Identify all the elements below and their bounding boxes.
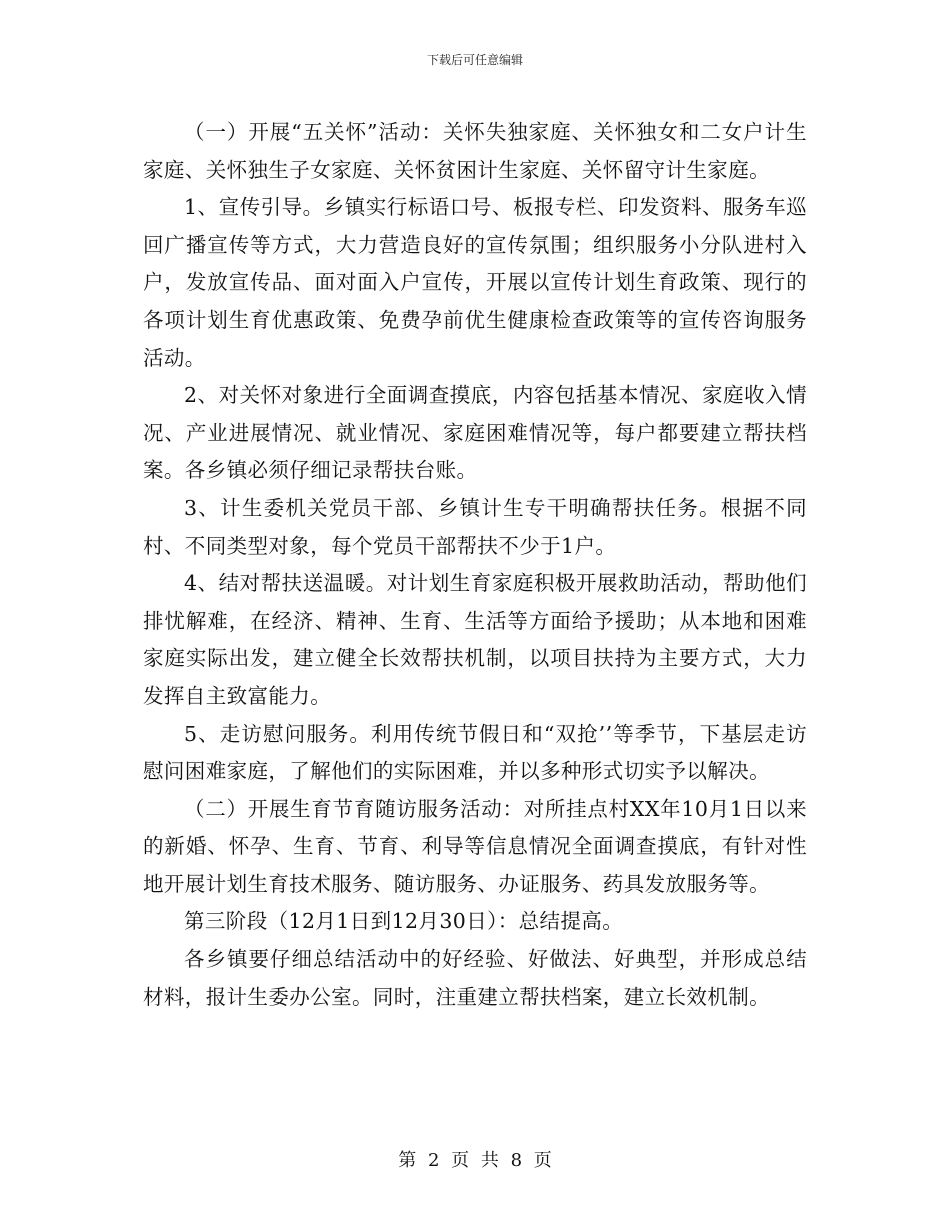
paragraph-item-5-visits: 5、走访慰问服务。利用传统节假日和“双抢’’等季节，下基层走访慰问困难家庭，了解他们的实际困难，并以多种形式切实予以解决。 — [143, 721, 807, 784]
paragraph-item-1-publicity: 1、宣传引导。乡镇实行标语口号、板报专栏、印发资料、服务车巡回广播宣传等方式，大力营造良好的宣传氛围；组织服务小分队进村入户，发放宣传品、面对面入户宣传，开展以宣传计划生育政策、现行的各项计划生育优惠政策、免费孕前优生健康检查政策等的宣传咨询服务活动。 — [143, 195, 807, 370]
paragraph-five-cares: （一）开展“五关怀”活动：关怀失独家庭、关怀独女和二女户计生家庭、关怀独生子女家庭、关怀贫困计生家庭、关怀留守计生家庭。 — [143, 120, 807, 182]
page-number: 第 2 页 共 8 页 — [398, 1150, 552, 1171]
paragraph-item-3-tasks: 3、计生委机关党员干部、乡镇计生专干明确帮扶任务。根据不同村、不同类型对象，每个党员干部帮扶不少于1户。 — [143, 495, 807, 558]
document-body — [143, 114, 807, 1016]
paragraph-summary: 各乡镇要仔细总结活动中的好经验、好做法、好典型，并形成总结材料，报计生委办公室。同时，注重建立帮扶档案，建立长效机制。 — [143, 947, 807, 1009]
paragraph-item-4-assistance: 4、结对帮扶送温暖。对计划生育家庭积极开展救助活动，帮助他们排忧解难，在经济、精神、生育、生活等方面给予援助；从本地和困难家庭实际出发，建立健全长效帮扶机制，以项目扶持为主要方式，大力发挥自主致富能力。 — [143, 571, 807, 708]
paragraph-follow-up-services: （二）开展生育节育随访服务活动：对所挂点村XX年10月1日以来的新婚、怀孕、生育、节育、利导等信息情况全面调查摸底，有针对性地开展计划生育技术服务、随访服务、办证服务、药具发放服务等。 — [143, 796, 807, 896]
paragraph-phase-three: 第三阶段（12月1日到12月30日）：总结提高。 — [184, 909, 624, 934]
page-header: 下载后可任意编辑 — [426, 53, 523, 67]
paragraph-item-2-survey: 2、对关怀对象进行全面调查摸底，内容包括基本情况、家庭收入情况、产业进展情况、就业情况、家庭困难情况等，每户都要建立帮扶档案。各乡镇必须仔细记录帮扶台账。 — [143, 383, 807, 483]
